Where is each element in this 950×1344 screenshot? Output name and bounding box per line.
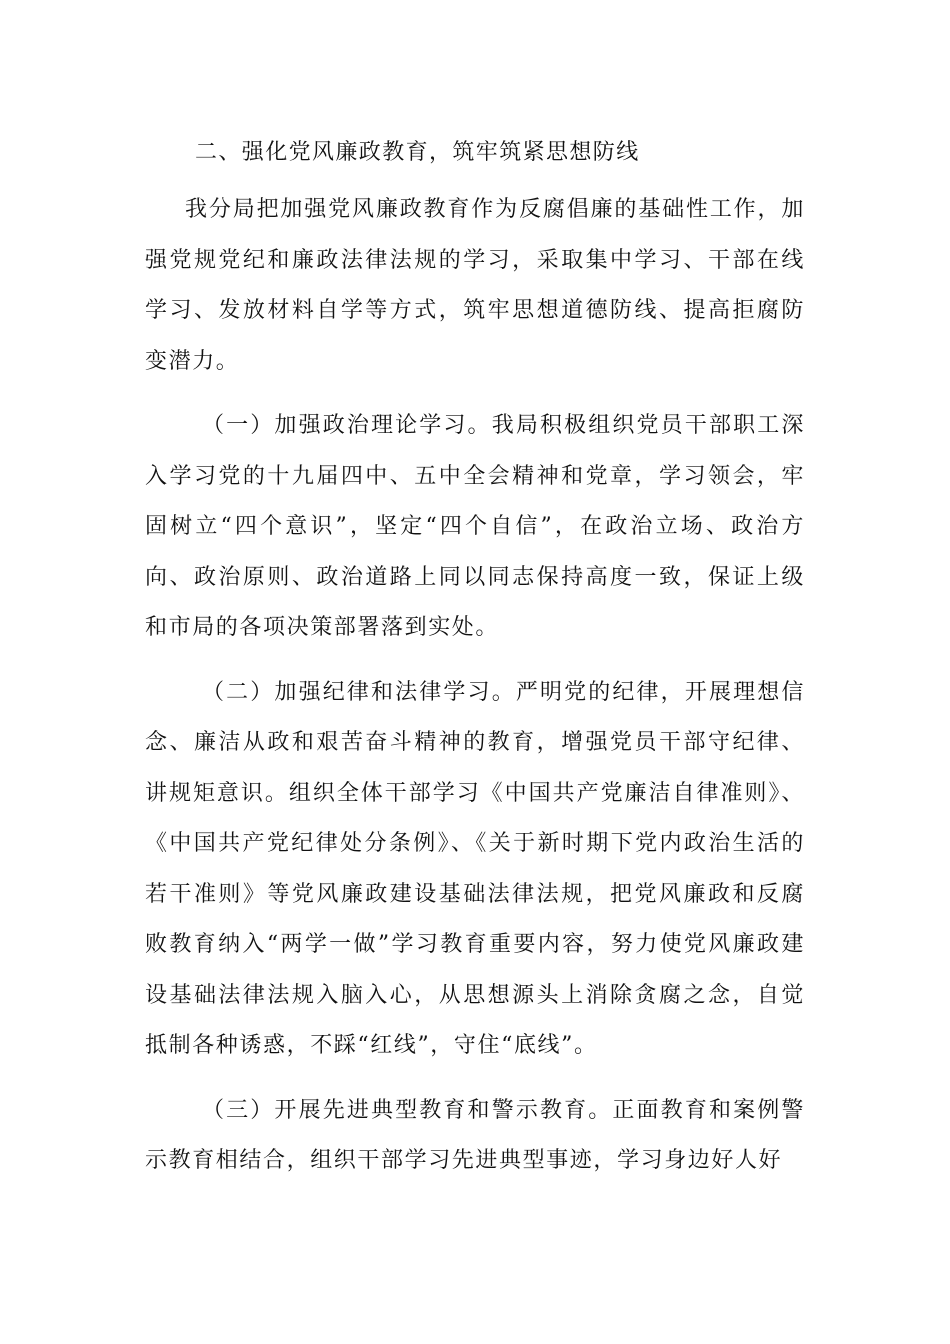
paragraph-warning-education: （三）开展先进典型教育和警示教育。正面教育和案例警示教育相结合，组织干部学习先进典型事迹，学习身边好人好 (145, 1097, 805, 1173)
document-body (145, 128, 805, 1201)
section-heading: 二、强化党风廉政教育，筑牢筑紧思想防线 (195, 140, 640, 165)
paragraph-intro: 我分局把加强党风廉政教育作为反腐倡廉的基础性工作，加强党规党纪和廉政法律法规的学习，采取集中学习、干部在线学习、发放材料自学等方式，筑牢思想道德防线、提高拒腐防变潜力。 (145, 197, 805, 374)
paragraph-political-theory: （一）加强政治理论学习。我局积极组织党员干部职工深入学习党的十九届四中、五中全会精神和党章，学习领会，牢固树立“四个意识”，坚定“四个自信”，在政治立场、政治方向、政治原则、政治道路上同以同志保持高度一致，保证上级和市局的各项决策部署落到实处。 (145, 413, 805, 640)
paragraph-discipline-law: （二）加强纪律和法律学习。严明党的纪律，开展理想信念、廉洁从政和艰苦奋斗精神的教育，增强党员干部守纪律、讲规矩意识。组织全体干部学习《中国共产党廉洁自律准则》、《中国共产党纪律处分条例》、《关于新时期下党内政治生活的若干准则》等党风廉政建设基础法律法规，把党风廉政和反腐败教育纳入“两学一做”学习教育重要内容，努力使党风廉政建设基础法律法规入脑入心，从思想源头上消除贪腐之念，自觉抵制各种诱惑，不踩“红线”，守住“底线”。 (145, 679, 805, 1058)
